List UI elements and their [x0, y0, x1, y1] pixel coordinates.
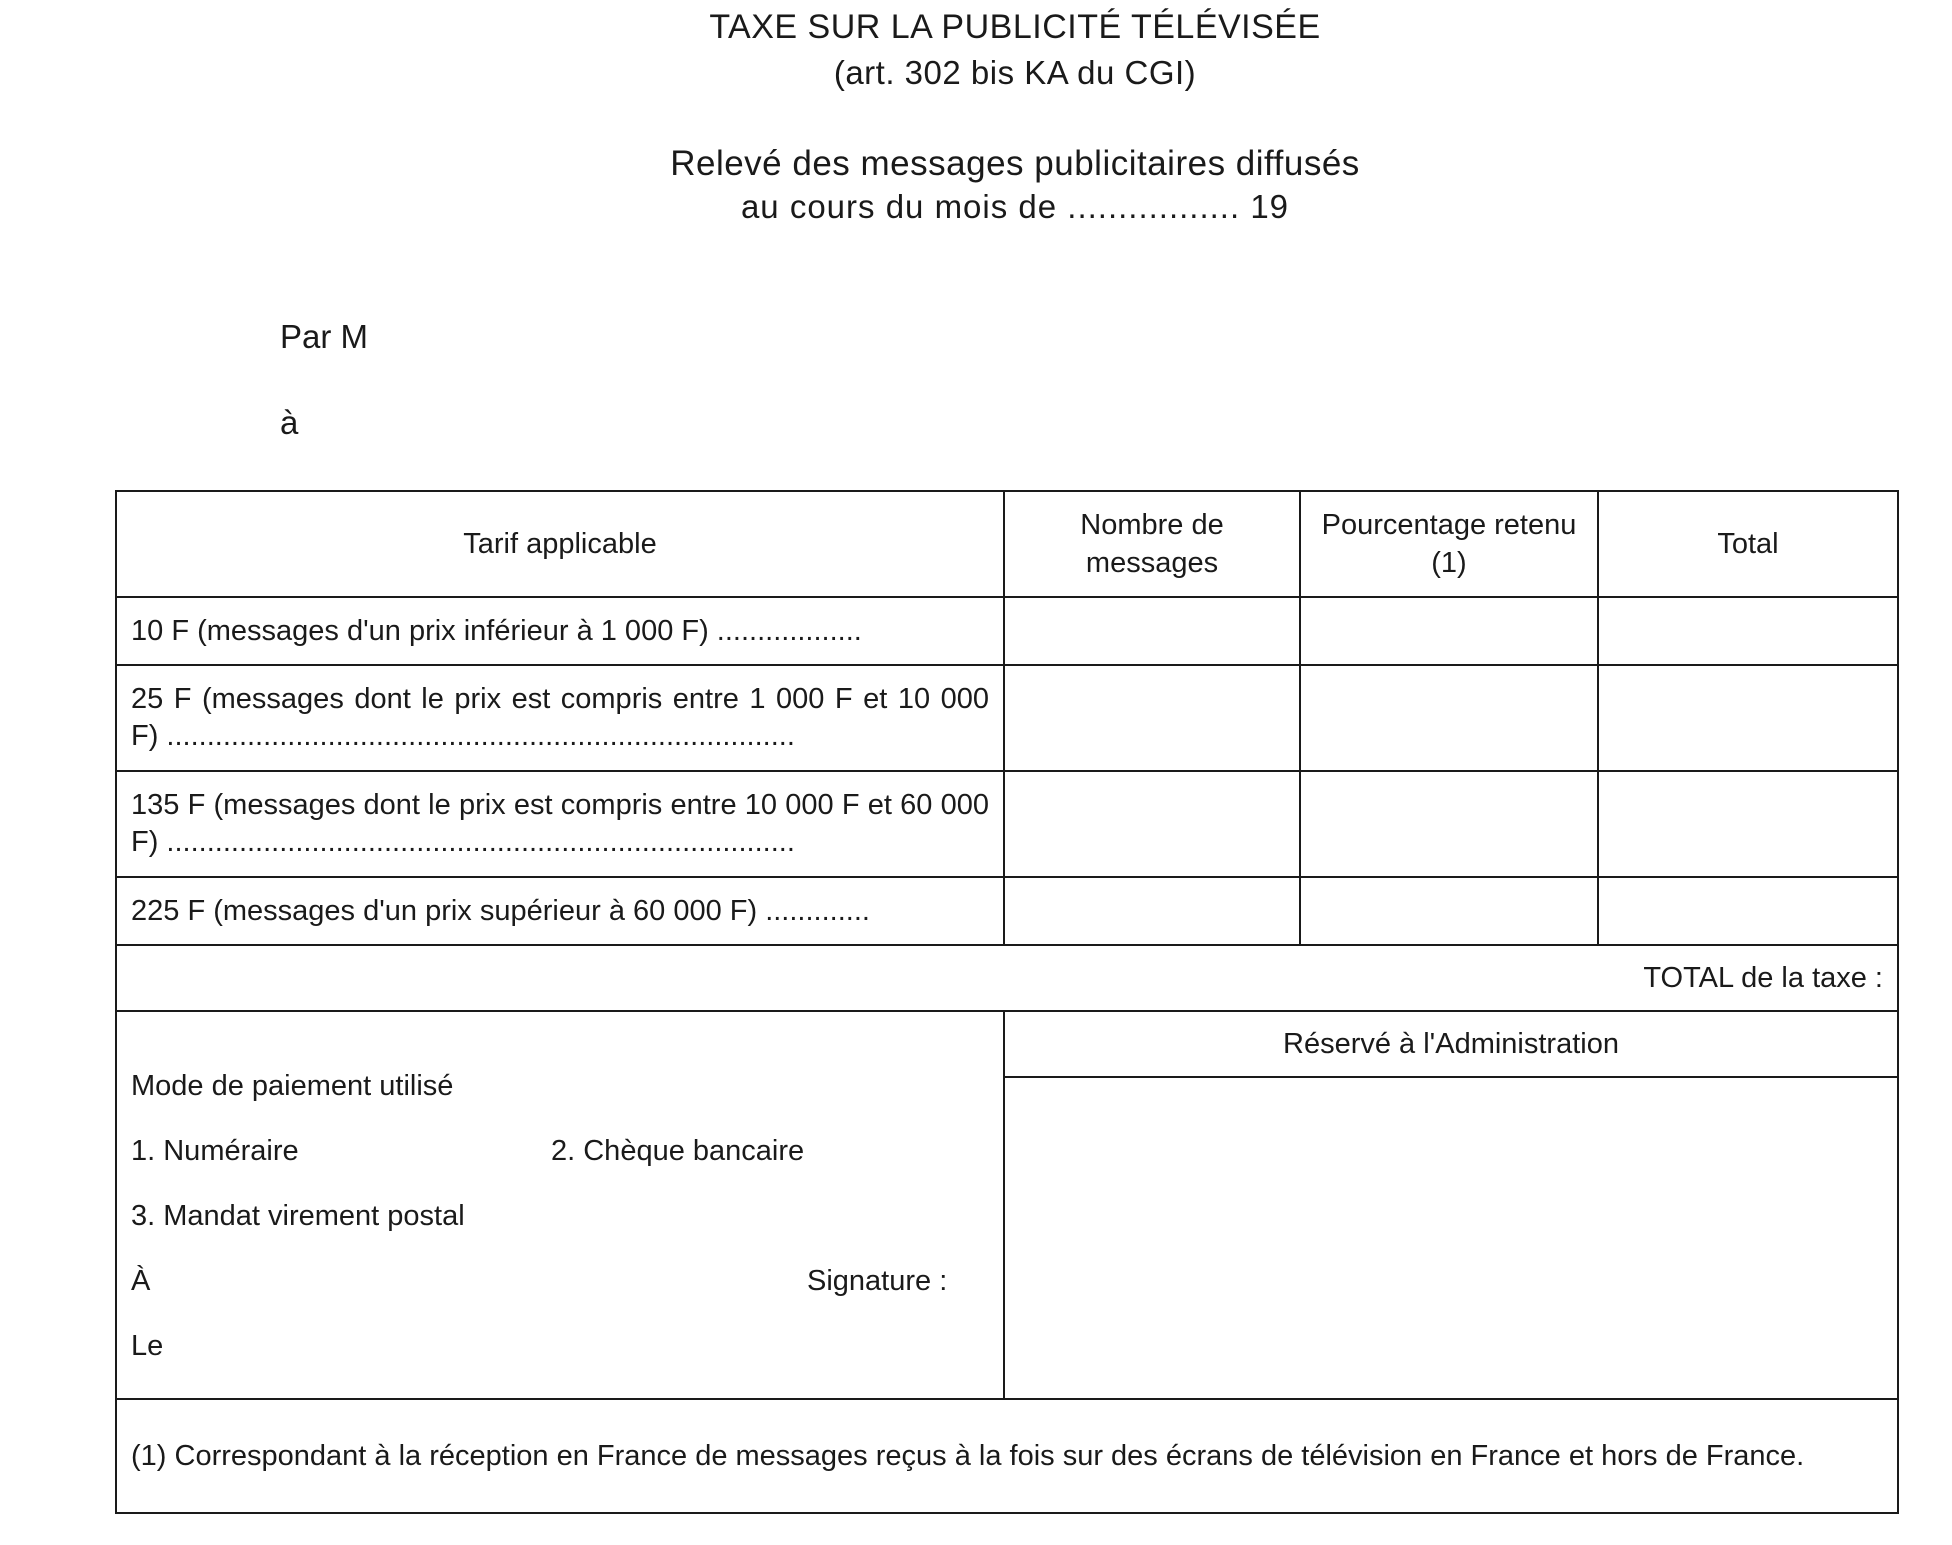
payment-option-mandat[interactable]: 3. Mandat virement postal: [131, 1200, 465, 1232]
nombre-cell[interactable]: [1004, 665, 1300, 771]
date-label[interactable]: Le: [131, 1330, 164, 1362]
table-row: [116, 877, 1898, 945]
payment-option-numeraire[interactable]: 1. Numéraire: [131, 1135, 299, 1167]
payment-title: Mode de paiement utilisé: [131, 1070, 454, 1102]
tarif-cell: 25 F (messages dont le prix est compris entre 1 000 F et 10 000 F) ..............................................................................: [116, 665, 1004, 771]
tax-form-table: [115, 490, 1899, 1514]
admin-reserved-area: [1004, 1077, 1898, 1399]
tarif-cell: 10 F (messages d'un prix inférieur à 1 000 F) ..................: [116, 597, 1004, 665]
footnote: (1) Correspondant à la réception en France de messages reçus à la fois sur des écrans de télévision en France et hors de France.: [116, 1399, 1898, 1513]
form-title: TAXE SUR LA PUBLICITÉ TÉLÉVISÉE: [709, 8, 1321, 46]
pourcentage-cell[interactable]: [1300, 597, 1598, 665]
total-tax-label[interactable]: TOTAL de la taxe :: [116, 945, 1898, 1011]
header-total: Total: [1598, 491, 1898, 597]
table-row: [116, 665, 1898, 771]
total-cell[interactable]: [1598, 665, 1898, 771]
par-label: Par M: [280, 318, 369, 355]
footnote-row: [116, 1399, 1898, 1513]
payment-options-line: [131, 1135, 989, 1200]
header-tarif: Tarif applicable: [116, 491, 1004, 597]
table-row: [116, 771, 1898, 877]
form-releve-heading: Relevé des messages publicitaires diffusés: [670, 144, 1360, 183]
table-header-row: [116, 491, 1898, 597]
nombre-cell[interactable]: [1004, 597, 1300, 665]
header-pourcentage: Pourcentage retenu (1): [1300, 491, 1598, 597]
tarif-cell: 225 F (messages d'un prix supérieur à 60 000 F) .............: [116, 877, 1004, 945]
nombre-cell[interactable]: [1004, 771, 1300, 877]
place-label[interactable]: À: [131, 1265, 151, 1297]
place-signature-line: [131, 1265, 989, 1330]
total-cell[interactable]: [1598, 771, 1898, 877]
form-month-line: au cours du mois de ................. 19: [740, 188, 1290, 225]
total-cell[interactable]: [1598, 877, 1898, 945]
nombre-cell[interactable]: [1004, 877, 1300, 945]
table-row: [116, 597, 1898, 665]
admin-reserved-label: Réservé à l'Administration: [1004, 1011, 1898, 1077]
header-nombre: Nombre de messages: [1004, 491, 1300, 597]
a-label: à: [280, 404, 299, 441]
payment-option-cheque[interactable]: 2. Chèque bancaire: [551, 1135, 805, 1167]
payment-admin-row: [116, 1011, 1898, 1077]
pourcentage-cell[interactable]: [1300, 877, 1598, 945]
pourcentage-cell[interactable]: [1300, 771, 1598, 877]
total-cell[interactable]: [1598, 597, 1898, 665]
payment-section: [116, 1011, 1004, 1399]
form-article-reference: (art. 302 bis KA du CGI): [833, 54, 1197, 91]
signature-label[interactable]: Signature :: [807, 1265, 948, 1297]
pourcentage-cell[interactable]: [1300, 665, 1598, 771]
total-row: [116, 945, 1898, 1011]
tarif-cell: 135 F (messages dont le prix est compris entre 10 000 F et 60 000 F) ..............................................................................: [116, 771, 1004, 877]
